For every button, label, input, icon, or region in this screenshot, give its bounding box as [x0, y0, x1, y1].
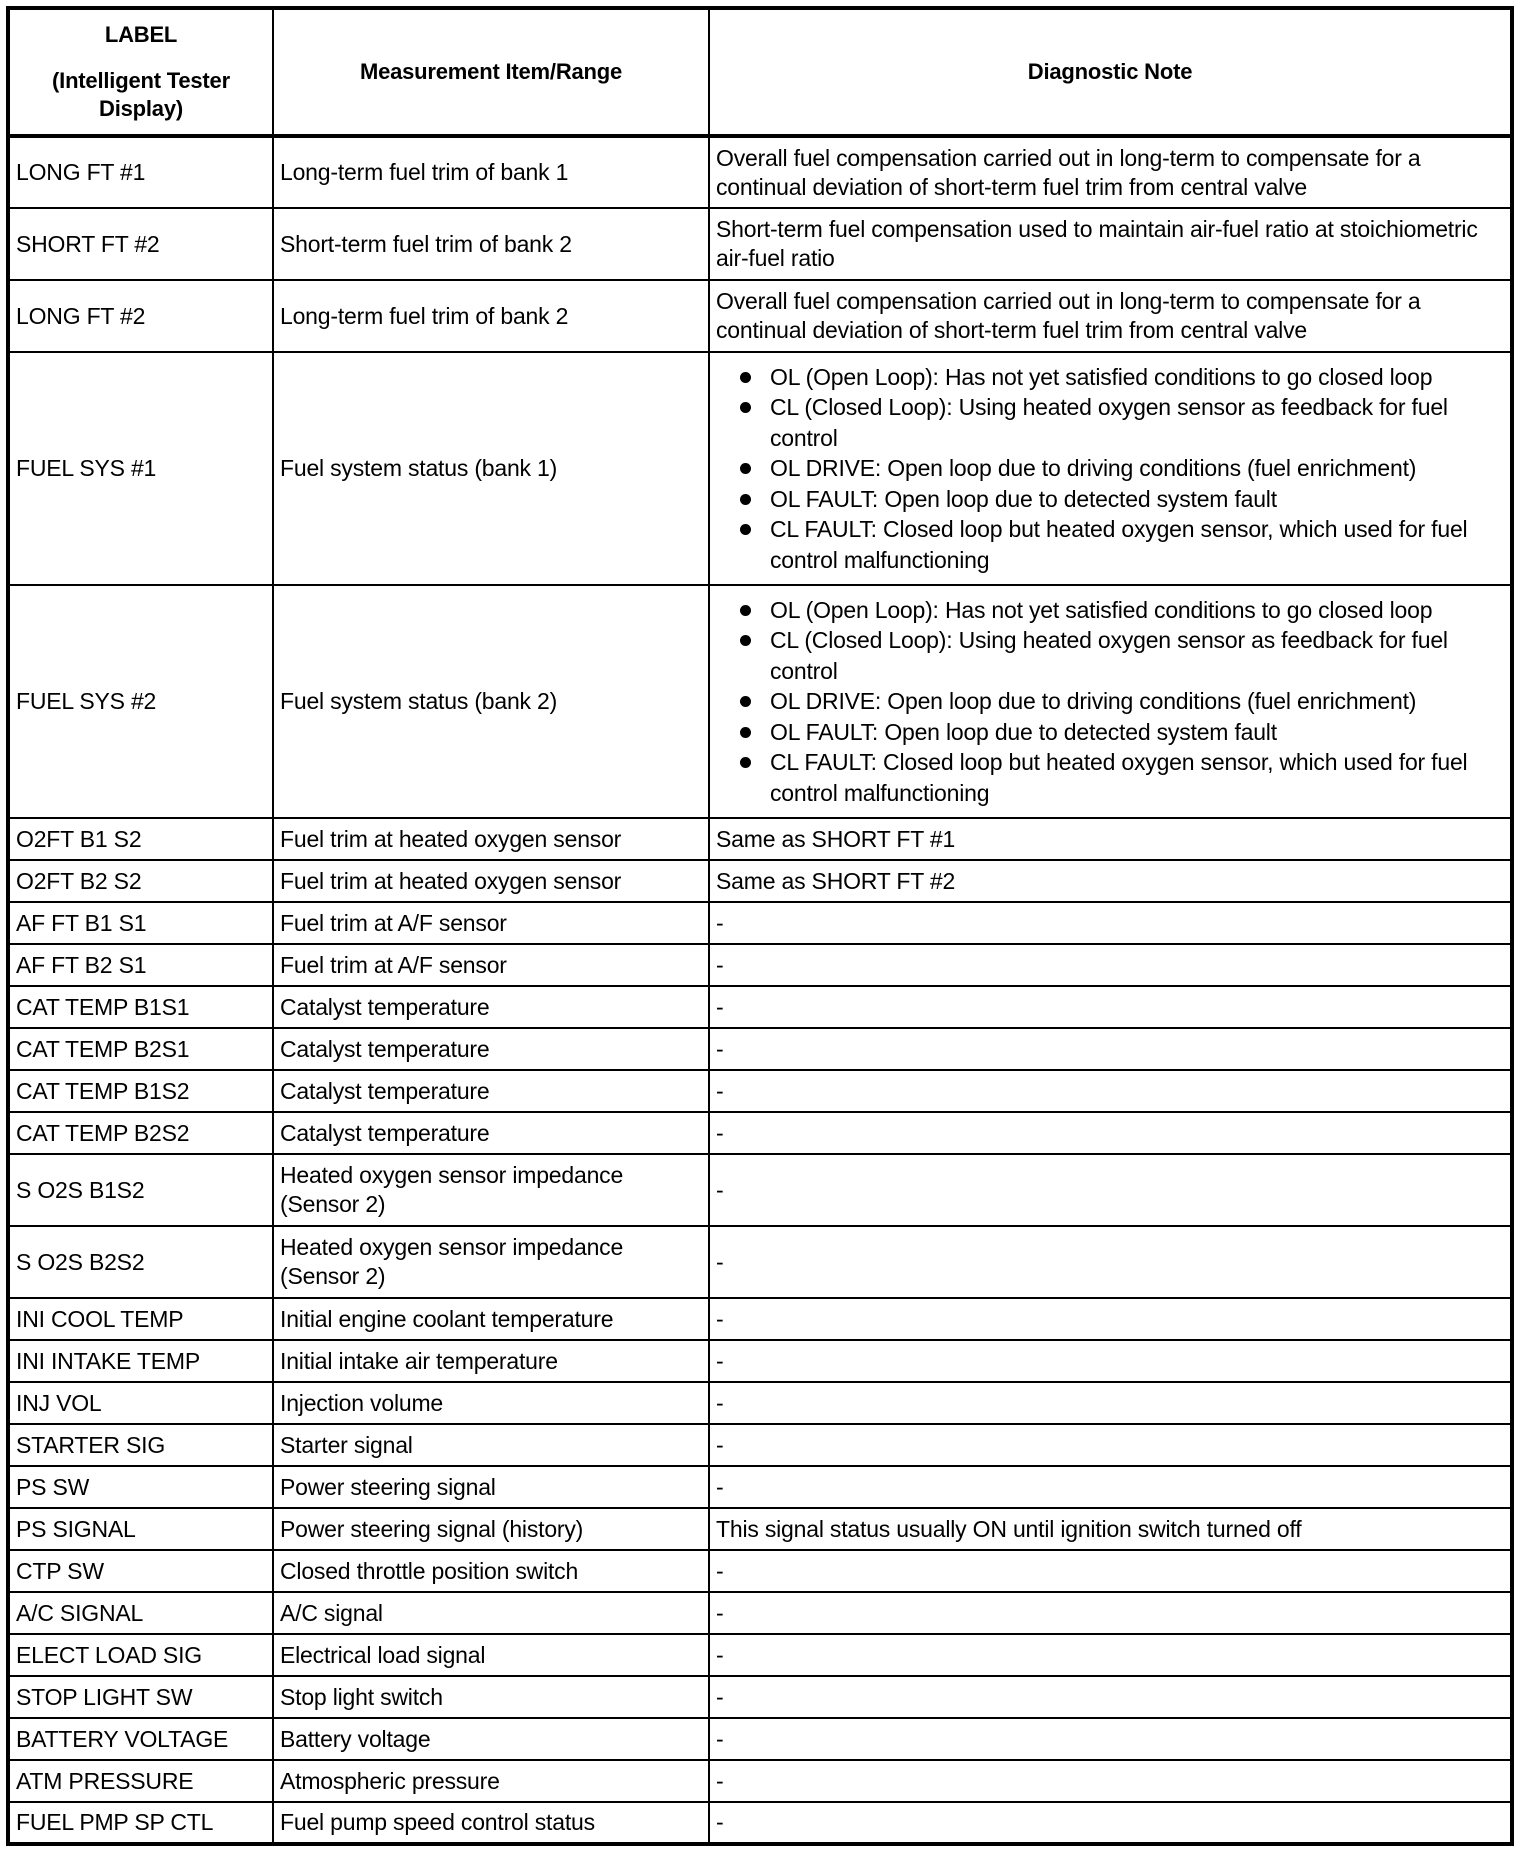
header-label-subtitle: (Intelligent Tester Display) — [52, 68, 230, 121]
bullet-item: OL FAULT: Open loop due to detected system fault — [732, 484, 1504, 515]
cell-note: - — [709, 1154, 1512, 1226]
table-row — [8, 1226, 1512, 1298]
table-row — [8, 902, 1512, 944]
table-body — [8, 136, 1512, 1844]
table-row — [8, 208, 1512, 280]
cell-note: - — [709, 1592, 1512, 1634]
cell-note: - — [709, 1028, 1512, 1070]
table-row — [8, 1508, 1512, 1550]
cell-label: STOP LIGHT SW — [8, 1676, 273, 1718]
cell-note: - — [709, 1676, 1512, 1718]
cell-note: - — [709, 986, 1512, 1028]
cell-label: S O2S B2S2 — [8, 1226, 273, 1298]
header-row — [8, 8, 1512, 136]
cell-note: - — [709, 1070, 1512, 1112]
status-bullet-list — [716, 595, 1504, 809]
table-row — [8, 1760, 1512, 1802]
bullet-item: CL (Closed Loop): Using heated oxygen sensor as feedback for fuel control — [732, 392, 1504, 453]
header-measurement: Measurement Item/Range — [273, 8, 709, 136]
cell-note: - — [709, 1550, 1512, 1592]
cell-item: Fuel trim at A/F sensor — [273, 944, 709, 986]
table-row — [8, 1424, 1512, 1466]
cell-label: CTP SW — [8, 1550, 273, 1592]
cell-label: LONG FT #2 — [8, 280, 273, 352]
cell-label: AF FT B1 S1 — [8, 902, 273, 944]
table-row — [8, 1718, 1512, 1760]
header-label-title: LABEL — [104, 22, 178, 47]
cell-note — [709, 585, 1512, 818]
cell-label: CAT TEMP B1S1 — [8, 986, 273, 1028]
cell-item: Electrical load signal — [273, 1634, 709, 1676]
cell-label: FUEL PMP SP CTL — [8, 1802, 273, 1844]
bullet-item: OL DRIVE: Open loop due to driving conditions (fuel enrichment) — [732, 686, 1504, 717]
cell-item: Fuel system status (bank 2) — [273, 585, 709, 818]
cell-note: Short-term fuel compensation used to maintain air-fuel ratio at stoichiometric air-fuel ratio — [709, 208, 1512, 280]
cell-note: Overall fuel compensation carried out in long-term to compensate for a continual deviation of short-term fuel trim from central valve — [709, 136, 1512, 208]
cell-note: - — [709, 902, 1512, 944]
cell-label: ATM PRESSURE — [8, 1760, 273, 1802]
cell-item: Heated oxygen sensor impedance (Sensor 2) — [273, 1154, 709, 1226]
cell-label: PS SW — [8, 1466, 273, 1508]
cell-note: - — [709, 1226, 1512, 1298]
cell-note: - — [709, 1340, 1512, 1382]
cell-item: Long-term fuel trim of bank 2 — [273, 280, 709, 352]
data-list-table — [6, 6, 1514, 1846]
table-row — [8, 860, 1512, 902]
cell-label: INI COOL TEMP — [8, 1298, 273, 1340]
table-row — [8, 1070, 1512, 1112]
cell-item: Short-term fuel trim of bank 2 — [273, 208, 709, 280]
cell-note: - — [709, 1424, 1512, 1466]
table-row — [8, 280, 1512, 352]
table-row — [8, 585, 1512, 818]
cell-label: INJ VOL — [8, 1382, 273, 1424]
cell-label: O2FT B2 S2 — [8, 860, 273, 902]
table-header — [8, 8, 1512, 136]
cell-item: Injection volume — [273, 1382, 709, 1424]
table-row — [8, 818, 1512, 860]
cell-note: This signal status usually ON until ignition switch turned off — [709, 1508, 1512, 1550]
cell-item: Catalyst temperature — [273, 1070, 709, 1112]
cell-label: CAT TEMP B2S2 — [8, 1112, 273, 1154]
cell-item: Fuel system status (bank 1) — [273, 352, 709, 585]
cell-note: - — [709, 1382, 1512, 1424]
bullet-item: OL FAULT: Open loop due to detected system fault — [732, 717, 1504, 748]
bullet-item: CL FAULT: Closed loop but heated oxygen sensor, which used for fuel control malfunctioning — [732, 514, 1504, 575]
cell-label: INI INTAKE TEMP — [8, 1340, 273, 1382]
cell-label: CAT TEMP B2S1 — [8, 1028, 273, 1070]
cell-item: Catalyst temperature — [273, 1028, 709, 1070]
table-row — [8, 1592, 1512, 1634]
cell-item: Initial engine coolant temperature — [273, 1298, 709, 1340]
cell-note: - — [709, 1298, 1512, 1340]
table-row — [8, 1112, 1512, 1154]
cell-item: A/C signal — [273, 1592, 709, 1634]
table-row — [8, 1298, 1512, 1340]
cell-item: Power steering signal (history) — [273, 1508, 709, 1550]
table-row — [8, 1676, 1512, 1718]
cell-label: STARTER SIG — [8, 1424, 273, 1466]
cell-label: FUEL SYS #2 — [8, 585, 273, 818]
bullet-item: CL FAULT: Closed loop but heated oxygen sensor, which used for fuel control malfunctioning — [732, 747, 1504, 808]
cell-label: SHORT FT #2 — [8, 208, 273, 280]
table-row — [8, 1028, 1512, 1070]
cell-item: Fuel trim at A/F sensor — [273, 902, 709, 944]
cell-note: Same as SHORT FT #1 — [709, 818, 1512, 860]
cell-label: PS SIGNAL — [8, 1508, 273, 1550]
cell-item: Stop light switch — [273, 1676, 709, 1718]
cell-item: Atmospheric pressure — [273, 1760, 709, 1802]
cell-note — [709, 352, 1512, 585]
cell-label: BATTERY VOLTAGE — [8, 1718, 273, 1760]
cell-label: S O2S B1S2 — [8, 1154, 273, 1226]
cell-note: - — [709, 1112, 1512, 1154]
table-row — [8, 944, 1512, 986]
table-row — [8, 1340, 1512, 1382]
cell-label: LONG FT #1 — [8, 136, 273, 208]
cell-note: - — [709, 1760, 1512, 1802]
cell-item: Battery voltage — [273, 1718, 709, 1760]
cell-label: AF FT B2 S1 — [8, 944, 273, 986]
status-bullet-list — [716, 362, 1504, 576]
cell-label: CAT TEMP B1S2 — [8, 1070, 273, 1112]
bullet-item: OL DRIVE: Open loop due to driving conditions (fuel enrichment) — [732, 453, 1504, 484]
cell-note: Same as SHORT FT #2 — [709, 860, 1512, 902]
table-row — [8, 1154, 1512, 1226]
table-row — [8, 1466, 1512, 1508]
cell-item: Closed throttle position switch — [273, 1550, 709, 1592]
cell-item: Catalyst temperature — [273, 1112, 709, 1154]
table-row — [8, 1550, 1512, 1592]
table-row — [8, 352, 1512, 585]
cell-item: Power steering signal — [273, 1466, 709, 1508]
cell-note: - — [709, 1718, 1512, 1760]
table-row — [8, 1802, 1512, 1844]
cell-item: Starter signal — [273, 1424, 709, 1466]
cell-note: Overall fuel compensation carried out in long-term to compensate for a continual deviation of short-term fuel trim from central valve — [709, 280, 1512, 352]
table-row — [8, 1382, 1512, 1424]
table-row — [8, 1634, 1512, 1676]
header-diagnostic-note: Diagnostic Note — [709, 8, 1512, 136]
cell-note: - — [709, 1634, 1512, 1676]
cell-label: FUEL SYS #1 — [8, 352, 273, 585]
bullet-item: CL (Closed Loop): Using heated oxygen sensor as feedback for fuel control — [732, 625, 1504, 686]
header-label — [8, 8, 273, 136]
cell-note: - — [709, 1466, 1512, 1508]
table-row — [8, 986, 1512, 1028]
cell-item: Fuel trim at heated oxygen sensor — [273, 818, 709, 860]
cell-item: Long-term fuel trim of bank 1 — [273, 136, 709, 208]
cell-item: Initial intake air temperature — [273, 1340, 709, 1382]
cell-item: Fuel pump speed control status — [273, 1802, 709, 1844]
cell-label: ELECT LOAD SIG — [8, 1634, 273, 1676]
cell-note: - — [709, 1802, 1512, 1844]
cell-label: O2FT B1 S2 — [8, 818, 273, 860]
bullet-item: OL (Open Loop): Has not yet satisfied conditions to go closed loop — [732, 595, 1504, 626]
table-row — [8, 136, 1512, 208]
cell-item: Catalyst temperature — [273, 986, 709, 1028]
cell-item: Fuel trim at heated oxygen sensor — [273, 860, 709, 902]
cell-label: A/C SIGNAL — [8, 1592, 273, 1634]
cell-item: Heated oxygen sensor impedance (Sensor 2) — [273, 1226, 709, 1298]
bullet-item: OL (Open Loop): Has not yet satisfied conditions to go closed loop — [732, 362, 1504, 393]
cell-note: - — [709, 944, 1512, 986]
